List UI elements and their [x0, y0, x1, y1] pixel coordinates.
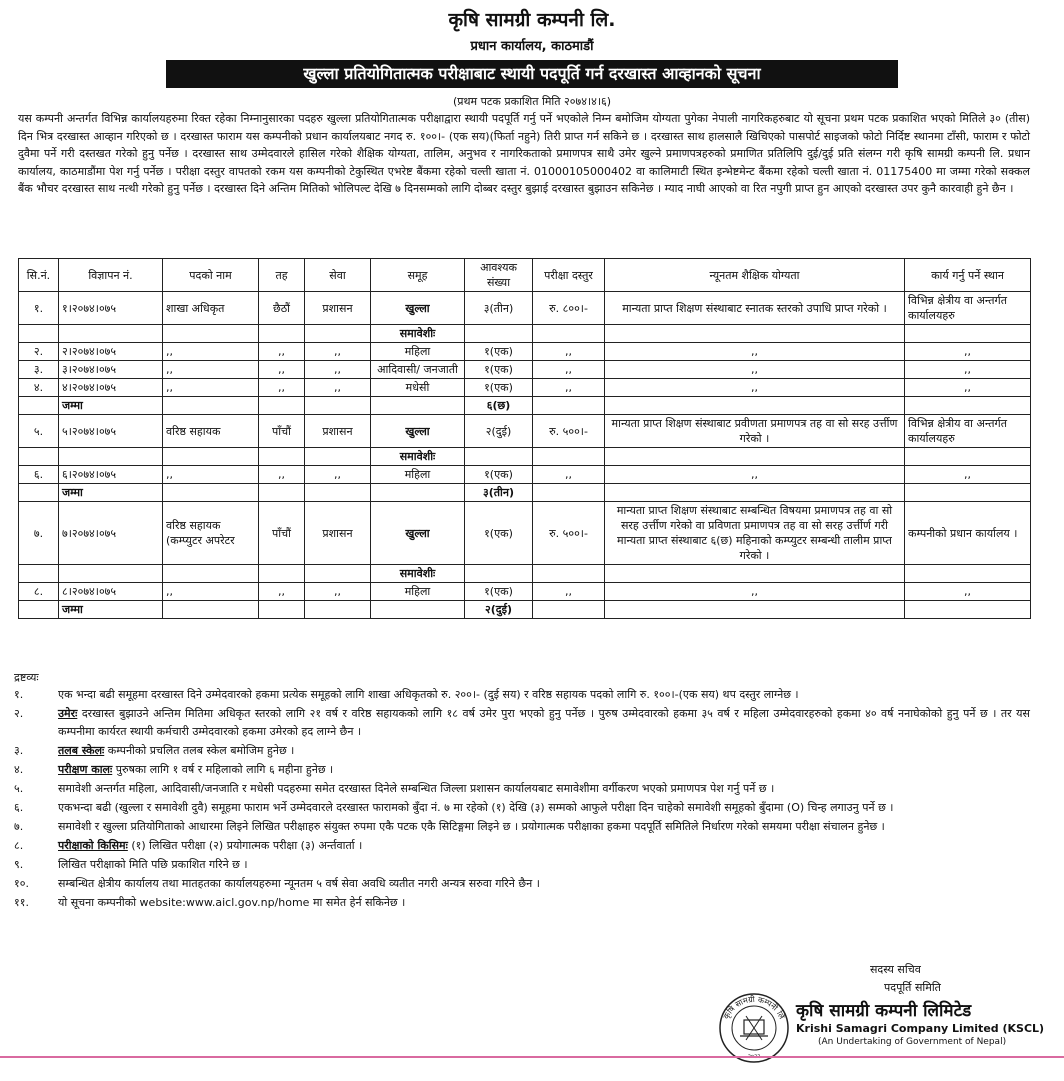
column-header: परीक्षा दस्तुर [533, 259, 605, 292]
table-cell: रु. ५००।- [533, 415, 605, 448]
note-number: ६. [14, 801, 24, 814]
table-cell: ,, [605, 466, 905, 484]
note-number: २. [14, 707, 24, 720]
table-cell [59, 565, 163, 583]
table-cell: विभिन्न क्षेत्रीय वा अन्तर्गत कार्यालयहरु [905, 415, 1031, 448]
table-cell: महिला [371, 343, 465, 361]
table-cell [19, 325, 59, 343]
table-cell [905, 325, 1031, 343]
column-header: सेवा [305, 259, 371, 292]
table-row [19, 379, 1031, 397]
table-cell [259, 484, 305, 502]
table-cell: ,, [163, 583, 259, 601]
table-header-row [19, 259, 1031, 292]
table-cell: जम्मा [59, 484, 163, 502]
signature-title: सदस्य सचिव [870, 963, 921, 976]
table-cell [465, 448, 533, 466]
table-cell: ,, [163, 379, 259, 397]
note-text-wrap [58, 780, 1030, 798]
table-row [19, 415, 1031, 448]
table-cell [533, 484, 605, 502]
note-text-wrap [58, 742, 1030, 760]
table-row [19, 583, 1031, 601]
note-item [14, 856, 1030, 874]
note-text: कम्पनीको प्रचलित तलब स्केल बमोजिम हुनेछ । [107, 744, 295, 757]
note-number: ७. [14, 820, 24, 833]
table-cell [305, 448, 371, 466]
table-cell: ,, [305, 466, 371, 484]
table-cell: ६(छ) [465, 397, 533, 415]
table-cell [905, 601, 1031, 619]
note-text-wrap [58, 894, 1030, 912]
bottom-divider [0, 1056, 1064, 1058]
column-header: पदको नाम [163, 259, 259, 292]
note-item [14, 799, 1030, 817]
note-text-wrap [58, 837, 1030, 855]
table-cell: ८. [19, 583, 59, 601]
table-row [19, 325, 1031, 343]
note-item [14, 818, 1030, 836]
table-cell [305, 484, 371, 502]
table-cell [605, 325, 905, 343]
table-cell: ,, [533, 379, 605, 397]
note-text-wrap [58, 856, 1030, 874]
table-cell [371, 397, 465, 415]
table-row [19, 466, 1031, 484]
table-cell: पाँचौं [259, 502, 305, 565]
note-item [14, 894, 1030, 912]
column-header: तह [259, 259, 305, 292]
note-text-wrap [58, 686, 1030, 704]
table-cell [59, 325, 163, 343]
table-cell: ४. [19, 379, 59, 397]
table-cell: ,, [605, 583, 905, 601]
table-cell [533, 397, 605, 415]
table-cell: ६. [19, 466, 59, 484]
table-cell: ५. [19, 415, 59, 448]
table-cell: ,, [605, 361, 905, 379]
table-cell: ८।२०७४।०७५ [59, 583, 163, 601]
table-row [19, 565, 1031, 583]
note-text-wrap [58, 818, 1030, 836]
note-label: परीक्षाको किसिमः [58, 839, 128, 852]
table-cell: ,, [305, 379, 371, 397]
table-row [19, 397, 1031, 415]
note-label: उमेरः [58, 707, 78, 720]
table-body [19, 292, 1031, 619]
note-text-wrap [58, 799, 1030, 817]
note-item [14, 686, 1030, 704]
signature-committee: पदपूर्ति समिति [884, 981, 941, 994]
note-item [14, 742, 1030, 760]
table-row [19, 484, 1031, 502]
table-cell: १।२०७४।०७५ [59, 292, 163, 325]
table-cell [305, 565, 371, 583]
table-row [19, 343, 1031, 361]
note-label: परीक्षण कालः [58, 763, 113, 776]
table-cell [533, 601, 605, 619]
table-cell [259, 325, 305, 343]
table-cell: ,, [605, 379, 905, 397]
table-cell [605, 397, 905, 415]
table-cell [305, 325, 371, 343]
column-header: सि.नं. [19, 259, 59, 292]
note-number: ८. [14, 839, 24, 852]
table-cell: प्रशासन [305, 502, 371, 565]
table-cell: २(दुई) [465, 601, 533, 619]
table-cell [259, 601, 305, 619]
table-cell: ,, [905, 583, 1031, 601]
note-text: सम्बन्धित क्षेत्रीय कार्यालय तथा मातहतका कार्यालयहरुमा न्यूनतम ५ वर्ष सेवा अवधि व्यतीत नगरी अन्यत्र सरुवा गरिने छैन । [58, 877, 540, 890]
table-cell: १(एक) [465, 502, 533, 565]
table-cell [605, 448, 905, 466]
table-cell [163, 448, 259, 466]
table-cell: ,, [533, 466, 605, 484]
table-cell [605, 484, 905, 502]
table-cell: १(एक) [465, 343, 533, 361]
table-cell: ७।२०७४।०७५ [59, 502, 163, 565]
table-cell [305, 397, 371, 415]
company-seal-icon [716, 990, 792, 1066]
table-cell: ,, [259, 466, 305, 484]
table-cell: खुल्ला [371, 292, 465, 325]
publish-date: (प्रथम पटक प्रकाशित मिति २०७४।४।६) [452, 95, 612, 108]
table-cell: प्रशासन [305, 292, 371, 325]
note-number: ३. [14, 744, 24, 757]
table-cell [19, 484, 59, 502]
table-cell: प्रशासन [305, 415, 371, 448]
table-cell: मधेसी [371, 379, 465, 397]
table-cell: मान्यता प्राप्त शिक्षण संस्थाबाट प्रवीणता प्रमाणपत्र तह वा सो सरह उर्त्तीण गरेको । [605, 415, 905, 448]
note-item [14, 875, 1030, 893]
table-cell [533, 325, 605, 343]
table-cell: ५।२०७४।०७५ [59, 415, 163, 448]
table-cell [905, 565, 1031, 583]
table-cell: १. [19, 292, 59, 325]
table-cell: ७. [19, 502, 59, 565]
table-cell [605, 565, 905, 583]
company-subtitle: (An Undertaking of Government of Nepal) [818, 1037, 1007, 1047]
table-cell: २(दुई) [465, 415, 533, 448]
table-row [19, 502, 1031, 565]
table-cell: ,, [163, 361, 259, 379]
table-cell: समावेशीः [371, 448, 465, 466]
table-cell [465, 565, 533, 583]
table-row [19, 292, 1031, 325]
table-cell [19, 397, 59, 415]
table-cell: १(एक) [465, 466, 533, 484]
table-cell: जम्मा [59, 397, 163, 415]
table-row [19, 448, 1031, 466]
table-cell: वरिष्ठ सहायक (कम्प्युटर अपरेटर [163, 502, 259, 565]
table-cell: ,, [905, 379, 1031, 397]
table-cell [605, 601, 905, 619]
intro-paragraph: यस कम्पनी अन्तर्गत विभिन्न कार्यालयहरुमा रिक्त रहेका निम्नानुसारका पदहरु खुल्ला प्रतियोगितात्मक परीक्षाद्वारा स्थायी पदपूर्ति गर्नु पर्ने भएकोले निम्न बमोजिम योग्यता पुगेका नेपाली नागरिकहरुबाट यो सूचना प्रथम पटक प्रकाशित भएको मितिले ३० (तीस) दिन भित्र दरखास्त आव्हान गरिएको छ । दरखास्त फाराम यस कम्पनीको प्रधान कार्यालयबाट नगद रु. १००।- (एक सय)(फिर्ता नहुने) तिरी प्राप्त गर्न सकिने छ । दरखास्त साथ हालसालै खिचिएको पासपोर्ट साइजको फोटो निर्दिष्ट स्थानमा टाँसी, फाराम र फोटो दुवैमा पर्ने गरी दस्तखत गरेको हुनु पर्नेछ । दरखास्त साथ उम्मेदवारले हासिल गरेको शैक्षिक योग्यता, तालिम, अनुभव र नागरिकताको प्रमाणपत्र साथै उमेर खुल्ने प्रमाणपत्रहरुको प्रमाणित प्रतिलिपि दुई/दुई प्रति संलग्न गरी कृषि सामग्री कम्पनी लि. प्रधान कार्यालय, काठमाडौंमा पेश गर्नु पर्नेछ । परीक्षा दस्तुर वापतको रकम यस कम्पनीको टेकुस्थित एभरेष्ट बैंकमा रहेको चल्ती खाता नं. 01000105000402 वा कालिमाटी स्थित इन्भेष्टमेन्ट बैंकमा रहेको चल्ती खाता नं. 01175400 मा जम्मा गरेको सक्कल बैंक भौचर दरखास्त साथ नत्थी गरेको हुनु पर्नेछ । दरखास्त दिने अन्तिम मितिको भोलिपल्ट देखि ७ दिनसम्मको लागि दोब्बर दस्तुर बुझाई दरखास्त बुझाउन सकिनेछ । म्याद नाघी आएको वा रित नपुगी प्राप्त हुन आएको दरखास्त उपर कुनै कारवाही हुने छैन । [18, 112, 1030, 195]
table-cell [259, 397, 305, 415]
table-cell: ,, [905, 343, 1031, 361]
note-number: ९. [14, 858, 24, 871]
table-cell [163, 601, 259, 619]
table-cell: १(एक) [465, 361, 533, 379]
note-item [14, 837, 1030, 855]
column-header: कार्य गर्नु पर्ने स्थान [905, 259, 1031, 292]
note-number: ४. [14, 763, 24, 776]
table-cell: ,, [533, 343, 605, 361]
table-cell [533, 448, 605, 466]
note-text: समावेशी अन्तर्गत महिला, आदिवासी/जनजाति र मधेसी पदहरुमा समेत दरखास्त दिनेले सम्बन्धित जिल्ला प्रशासन कार्यालयबाट समावेशीमा वर्गीकरण भएको प्रमाणपत्र पेश गर्नु पर्ने छ । [58, 782, 775, 795]
table-cell: ,, [259, 379, 305, 397]
table-cell: खुल्ला [371, 415, 465, 448]
note-number: ११. [14, 896, 29, 909]
table-cell [371, 601, 465, 619]
table-cell: खुल्ला [371, 502, 465, 565]
company-name-english: Krishi Samagri Company Limited (KSCL) [796, 1022, 1045, 1035]
table-cell [19, 448, 59, 466]
table-cell: ,, [905, 361, 1031, 379]
table-cell: ,, [163, 343, 259, 361]
note-item [14, 705, 1030, 741]
table-cell: समावेशीः [371, 565, 465, 583]
table-cell: २. [19, 343, 59, 361]
vacancy-table [18, 258, 1031, 619]
office-name: प्रधान कार्यालय, काठमाडौं [470, 39, 594, 54]
note-text-wrap [58, 761, 1030, 779]
table-cell [905, 397, 1031, 415]
table-cell: २।२०७४।०७५ [59, 343, 163, 361]
table-cell [905, 448, 1031, 466]
table-cell: आदिवासी/ जनजाती [371, 361, 465, 379]
seal-text: कृषि सामग्री कम्पनी लि [721, 994, 787, 1021]
table-cell: महिला [371, 583, 465, 601]
note-text: समावेशी र खुल्ला प्रतियोगिताको आधारमा लिइने लिखित परीक्षाहरु संयुक्त रुपमा एकै पटक एकै सिटिङ्गमा लिइने छ । प्रयोगात्मक परीक्षाका हकमा पदपूर्ति समितिले निर्धारण गरेको समयमा परीक्षा संचालन हुनेछ । [58, 820, 885, 833]
notes-list [14, 686, 1030, 913]
column-header: न्यूनतम शैक्षिक योग्यता [605, 259, 905, 292]
note-text: पुरुषका लागि १ वर्ष र महिलाको लागि ६ महीना हुनेछ । [115, 763, 334, 776]
table-cell: ,, [259, 361, 305, 379]
table-cell: जम्मा [59, 601, 163, 619]
column-header: समूह [371, 259, 465, 292]
note-number: १. [14, 688, 24, 701]
notice-banner: खुल्ला प्रतियोगितात्मक परीक्षाबाट स्थायी पदपूर्ति गर्न दरखास्त आव्हानको सूचना [166, 60, 898, 88]
note-text: लिखित परीक्षाको मिति पछि प्रकाशित गरिने छ । [58, 858, 248, 871]
table-cell [905, 484, 1031, 502]
note-text-wrap [58, 705, 1030, 741]
table-cell [163, 397, 259, 415]
note-text: (१) लिखित परीक्षा (२) प्रयोगात्मक परीक्षा (३) अर्न्तवार्ता । [131, 839, 363, 852]
note-text: एक भन्दा बढी समूहमा दरखास्त दिने उम्मेदवारको हकमा प्रत्येक समूहको लागि शाखा अधिकृतको रु. २००।- (दुई सय) र वरिष्ठ सहायक पदको लागि रु. १००।-(एक सय) थप दस्तुर लाग्नेछ । [58, 688, 799, 701]
table-cell: ४।२०७४।०७५ [59, 379, 163, 397]
table-cell: ,, [259, 583, 305, 601]
table-cell: ,, [605, 343, 905, 361]
org-name: कृषि सामग्री कम्पनी लि. [448, 9, 616, 31]
table-cell: ,, [305, 583, 371, 601]
table-cell [305, 601, 371, 619]
svg-text:कृषि सामग्री कम्पनी लि [722, 994, 788, 1021]
notes-title: द्रष्टव्यः [14, 671, 39, 684]
table-cell [371, 484, 465, 502]
table-cell [259, 565, 305, 583]
table-cell: महिला [371, 466, 465, 484]
note-item [14, 761, 1030, 779]
note-label: तलब स्केलः [58, 744, 105, 757]
table-cell: मान्यता प्राप्त शिक्षण संस्थाबाट सम्बन्धित विषयमा प्रमाणपत्र तह वा सो सरह उर्त्तीण गरेको वा प्रविणता प्रमाणपत्र तह वा सो सरह उर्त्तीर्ण गरी मान्यता प्राप्त संस्थाबाट ६(छ) महिनाको कम्प्युटर सम्बन्धी तालीम प्राप्त गरेको । [605, 502, 905, 565]
note-number: ५. [14, 782, 24, 795]
table-cell: १(एक) [465, 583, 533, 601]
table-row [19, 601, 1031, 619]
table-cell: वरिष्ठ सहायक [163, 415, 259, 448]
column-header: आवश्यक संख्या [465, 259, 533, 292]
table-cell: ,, [163, 466, 259, 484]
table-cell: ,, [259, 343, 305, 361]
table-cell: कम्पनीको प्रधान कार्यालय । [905, 502, 1031, 565]
note-text: दरखास्त बुझाउने अन्तिम मितिमा अधिकृत स्तरको लागि २१ वर्ष र वरिष्ठ सहायकको लागि १८ वर्ष उमेर पुरा भएको हुनु पर्नेछ । पुरुष उम्मेदवारको हकमा ३५ वर्ष र महिला उम्मेदवारहरुको हकमा ४० वर्ष ननाघेकोको हुनु पर्ने छ । तर यस कम्पनीमा कार्यरत स्थायी कर्मचारी उम्मेदवारको हकमा उमेरको हद लाग्ने छैन । [58, 707, 1030, 738]
note-item [14, 780, 1030, 798]
table-cell: ३. [19, 361, 59, 379]
note-number: १०. [14, 877, 29, 890]
table-cell: ,, [305, 343, 371, 361]
table-cell: विभिन्न क्षेत्रीय वा अन्तर्गत कार्यालयहरु [905, 292, 1031, 325]
table-cell: ६।२०७४।०७५ [59, 466, 163, 484]
table-cell: ,, [533, 361, 605, 379]
table-cell [533, 565, 605, 583]
table-cell [59, 448, 163, 466]
table-cell: ३(तीन) [465, 484, 533, 502]
table-cell [19, 565, 59, 583]
table-cell: समावेशीः [371, 325, 465, 343]
table-cell [163, 565, 259, 583]
table-cell: पाँचौं [259, 415, 305, 448]
column-header: विज्ञापन नं. [59, 259, 163, 292]
table-cell: रु. ८००।- [533, 292, 605, 325]
table-cell [163, 325, 259, 343]
table-cell [465, 325, 533, 343]
table-cell: ३(तीन) [465, 292, 533, 325]
table-cell: ,, [533, 583, 605, 601]
table-cell [259, 448, 305, 466]
table-cell: १(एक) [465, 379, 533, 397]
table-cell: मान्यता प्राप्त शिक्षण संस्थाबाट स्नातक स्तरको उपाधि प्राप्त गरेको । [605, 292, 905, 325]
table-cell: शाखा अधिकृत [163, 292, 259, 325]
table-cell: ,, [305, 361, 371, 379]
note-text: एकभन्दा बढी (खुल्ला र समावेशी दुवै) समूहमा फाराम भर्ने उम्मेदवारले दरखास्त फारामको बुँदा नं. ७ मा रहेको (१) देखि (३) सम्मको आफुले परीक्षा दिन चाहेको समावेशी समूहको बुँदामा (O) चिन्ह लगाउनु पर्ने छ । [58, 801, 894, 814]
note-text: यो सूचना कम्पनीको website:www.aicl.gov.np/home मा समेत हेर्न सकिनेछ । [58, 896, 406, 909]
table-row [19, 361, 1031, 379]
company-name-nepali: कृषि सामग्री कम्पनी लिमिटेड [796, 1001, 972, 1021]
table-cell: ३।२०७४।०७५ [59, 361, 163, 379]
table-cell: छैठौं [259, 292, 305, 325]
table-cell [19, 601, 59, 619]
table-cell: ,, [905, 466, 1031, 484]
table-cell: रु. ५००।- [533, 502, 605, 565]
table-cell [163, 484, 259, 502]
note-text-wrap [58, 875, 1030, 893]
